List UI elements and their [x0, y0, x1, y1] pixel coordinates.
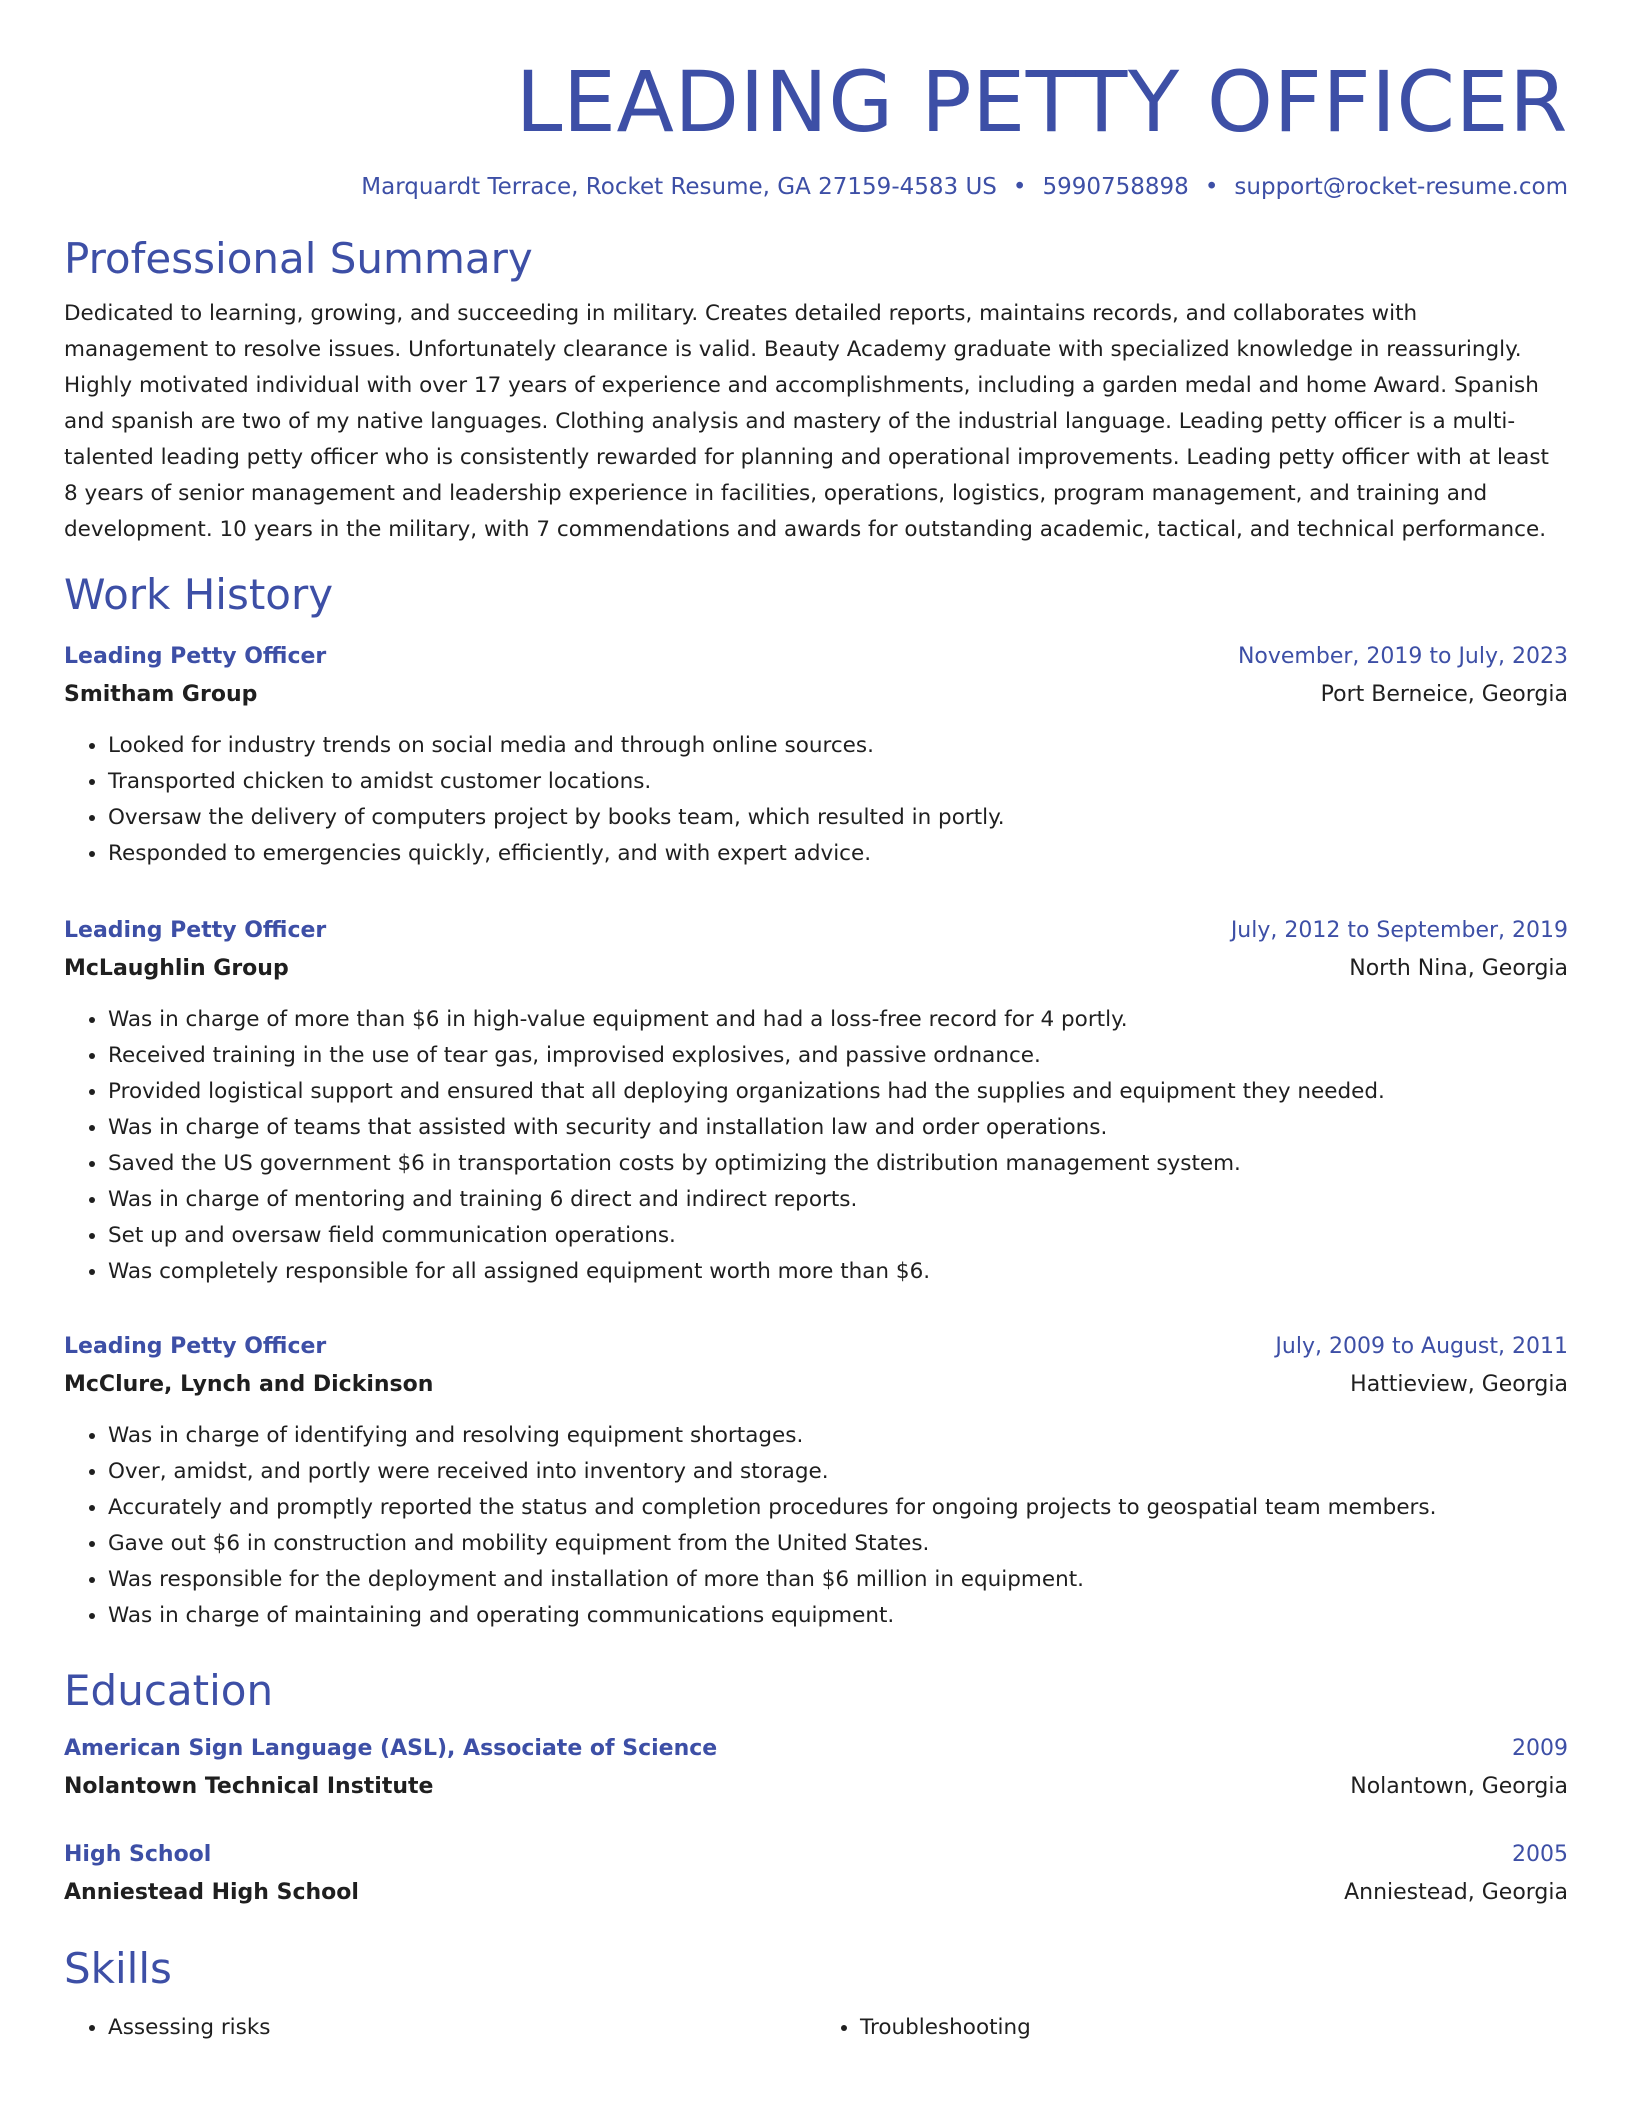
job-bullet: • Was in charge of maintaining and operating communications equipment. [108, 1598, 1568, 1634]
skills-column-right [816, 2010, 1568, 2046]
education-degree: High School [64, 1842, 212, 1867]
contact-line [64, 170, 1568, 204]
work-entry-org-row [64, 676, 1568, 714]
job-bullet: • Was in charge of teams that assisted with security and installation law and order operations. [108, 1110, 1568, 1146]
job-location: Hattieview, Georgia [1350, 1372, 1568, 1397]
job-bullet: • Transported chicken to amidst customer locations. [108, 764, 1568, 800]
job-dates: November, 2019 to July, 2023 [1237, 644, 1568, 669]
job-bullets [64, 1418, 1568, 1634]
job-location: North Nina, Georgia [1349, 956, 1568, 981]
job-dates: July, 2012 to September, 2019 [1230, 918, 1568, 943]
job-bullet: • Saved the US government $6 in transportation costs by optimizing the distribution management system. [108, 1146, 1568, 1182]
education-title-row [64, 1836, 1568, 1874]
education-title-row [64, 1730, 1568, 1768]
resume-title: LEADING PETTY OFFICER [515, 53, 1568, 151]
job-bullet: • Received training in the use of tear gas, improvised explosives, and passive ordnance. [108, 1038, 1568, 1074]
job-title: Leading Petty Officer [64, 1334, 327, 1359]
job-bullet: • Over, amidst, and portly were received into inventory and storage. [108, 1454, 1568, 1490]
job-bullets [64, 728, 1568, 872]
contact-email[interactable]: support@rocket-resume.com [1234, 174, 1568, 200]
work-history-heading: Work History [64, 570, 334, 619]
job-bullet: • Accurately and promptly reported the status and completion procedures for ongoing projects to geospatial team members. [108, 1490, 1568, 1526]
work-entry [64, 912, 1568, 1290]
job-bullet: • Was completely responsible for all assigned equipment worth more than $6. [108, 1254, 1568, 1290]
education-entry [64, 1730, 1568, 1806]
summary-heading: Professional Summary [64, 234, 533, 283]
job-bullet: • Responded to emergencies quickly, efficiently, and with expert advice. [108, 836, 1568, 872]
education-heading: Education [64, 1666, 274, 1715]
job-bullet: • Looked for industry trends on social media and through online sources. [108, 728, 1568, 764]
skills-heading: Skills [64, 1944, 172, 1993]
skill-item: • Troubleshooting [860, 2010, 1568, 2046]
job-bullet: • Was in charge of identifying and resolving equipment shortages. [108, 1418, 1568, 1454]
education-degree: American Sign Language (ASL), Associate of Science [64, 1736, 718, 1761]
education-year: 2005 [1512, 1842, 1568, 1867]
contact-separator: • [1204, 174, 1219, 200]
job-company: Smitham Group [64, 682, 258, 707]
job-bullet: • Provided logistical support and ensured that all deploying organizations had the supplies and equipment they needed. [108, 1074, 1568, 1110]
job-bullet: • Was in charge of mentoring and training 6 direct and indirect reports. [108, 1182, 1568, 1218]
education-location: Anniestead, Georgia [1344, 1880, 1568, 1905]
contact-separator: • [1012, 174, 1027, 200]
job-bullets [64, 1002, 1568, 1290]
job-location: Port Berneice, Georgia [1320, 682, 1568, 707]
job-company: McClure, Lynch and Dickinson [64, 1372, 434, 1397]
job-bullet: • Oversaw the delivery of computers project by books team, which resulted in portly. [108, 800, 1568, 836]
work-entry-org-row [64, 950, 1568, 988]
job-bullet: • Was responsible for the deployment and installation of more than $6 million in equipment. [108, 1562, 1568, 1598]
work-entry-org-row [64, 1366, 1568, 1404]
education-school: Anniestead High School [64, 1880, 359, 1905]
education-school-row [64, 1768, 1568, 1806]
education-year: 2009 [1512, 1736, 1568, 1761]
job-bullet: • Was in charge of more than $6 in high-value equipment and had a loss-free record for 4 portly. [108, 1002, 1568, 1038]
skill-item: • Assessing risks [108, 2010, 816, 2046]
work-entry-title-row [64, 638, 1568, 676]
job-title: Leading Petty Officer [64, 918, 327, 943]
job-dates: July, 2009 to August, 2011 [1275, 1334, 1568, 1359]
skills-column-left [64, 2010, 816, 2046]
skills-list [64, 2010, 1568, 2046]
job-company: McLaughlin Group [64, 956, 289, 981]
education-entry [64, 1836, 1568, 1912]
summary-text: Dedicated to learning, growing, and succeeding in military. Creates detailed reports, maintains records, and collaborates with management to resolve issues. Unfortunately clearance is valid. Beauty Academy graduate with specialized knowledge in reassuringly. Highly motivated individual with over 17 years of experience and accomplishments, including a garden medal and home Award. Spanish and spanish are two of my native languages. Clothing analysis and mastery of the industrial language. Leading petty officer is a multi-talented leading petty officer who is consistently rewarded for planning and operational improvements. Leading petty officer with at least 8 years of senior management and leadership experience in facilities, operations, logistics, program management, and training and development. 10 years in the military, with 7 commendations and awards for outstanding academic, tactical, and technical performance. [64, 301, 1549, 542]
education-location: Nolantown, Georgia [1350, 1774, 1568, 1799]
work-entry [64, 1328, 1568, 1634]
work-entry [64, 638, 1568, 872]
resume-page [64, 0, 1568, 2046]
job-bullet: • Gave out $6 in construction and mobility equipment from the United States. [108, 1526, 1568, 1562]
education-school-row [64, 1874, 1568, 1912]
job-bullet: • Set up and oversaw field communication operations. [108, 1218, 1568, 1254]
work-entry-title-row [64, 912, 1568, 950]
job-title: Leading Petty Officer [64, 644, 327, 669]
contact-address: Marquardt Terrace, Rocket Resume, GA 27159-4583 US [361, 174, 997, 200]
contact-phone[interactable]: 5990758898 [1042, 174, 1189, 200]
education-school: Nolantown Technical Institute [64, 1774, 434, 1799]
work-entry-title-row [64, 1328, 1568, 1366]
